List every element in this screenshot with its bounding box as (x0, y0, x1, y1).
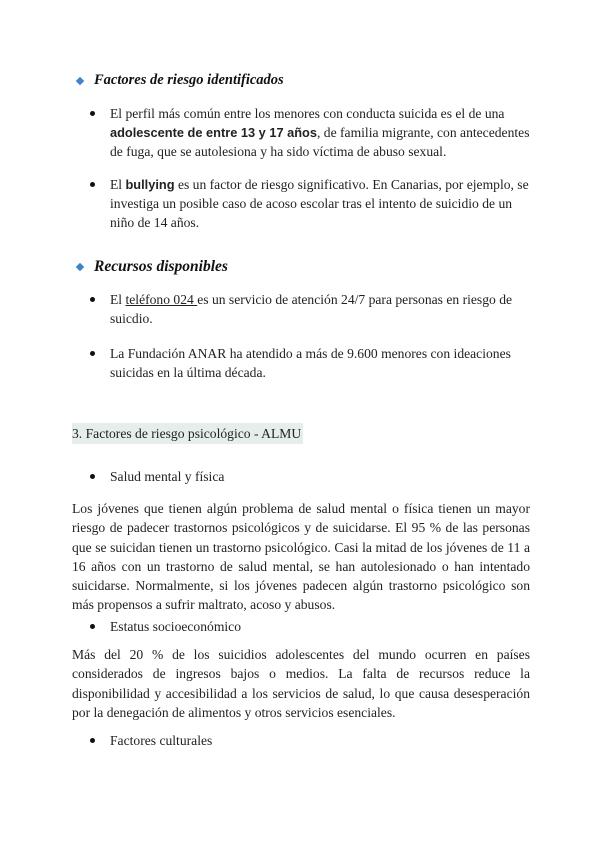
list-item-text: El perfil más común entre los menores con conducta suicida es el de una adolescente de entre 13 y 17 años, de familia migrante, con antecedentes de fuga, que se autolesiona y ha sido víctima de abuso sexual. (110, 106, 530, 159)
list-item-text: Estatus socioeconómico (110, 619, 241, 634)
list-item-text: Factores culturales (110, 733, 213, 748)
list-item-text: Salud mental y física (110, 469, 225, 484)
bullet-dot-icon (90, 297, 95, 302)
list-item (90, 731, 530, 750)
list-item-text: La Fundación ANAR ha atendido a más de 9.600 menores con ideaciones suicidas en la última década. (110, 346, 511, 380)
bullet-dot-icon (90, 624, 95, 629)
section-heading-psychological: 3. Factores de riesgo psicológico - ALMU (72, 423, 303, 444)
list-item (90, 344, 530, 382)
bullet-dot-icon (90, 182, 95, 187)
list-item (90, 104, 530, 161)
list-item (90, 617, 530, 636)
bullet-dot-icon (90, 111, 95, 116)
section-heading-resources (77, 258, 228, 276)
bullet-dot-icon (90, 474, 95, 479)
paragraph-mental-health: Los jóvenes que tienen algún problema de salud mental o física tienen un mayor riesgo de padecer trastornos psicológicos y de suicidarse. El 95 % de las personas que se suicidan tienen un trastorno psicológico. Casi la mitad de los jóvenes de 11 a 16 años con un trastorno de salud mental, se han autolesionado o han intentado suicidarse. Normalmente, si los jóvenes padecen algún trastorno psicológico son más propensos a sufrir maltrato, acoso y abusos. (72, 501, 530, 613)
phone-link[interactable]: teléfono 024 (125, 292, 198, 307)
bullet-dot-icon (90, 351, 95, 356)
list-item-text: El teléfono 024 es un servicio de atención 24/7 para personas en riesgo de suicdio. (110, 292, 513, 326)
list-item (90, 467, 530, 486)
diamond-bullet-icon (76, 263, 84, 271)
section-heading-risk-factors (77, 72, 284, 89)
section-heading-text: Recursos disponibles (94, 258, 228, 275)
section-heading-text: Factores de riesgo identificados (94, 72, 284, 88)
bullet-dot-icon (90, 738, 95, 743)
list-item-text: El bullying es un factor de riesgo significativo. En Canarias, por ejemplo, se investiga un posible caso de acoso escolar tras el intento de suicidio de un niño de 14 años. (110, 177, 529, 230)
list-item (90, 175, 530, 232)
list-item (90, 290, 530, 328)
paragraph-socioeconomic: Más del 20 % de los suicidios adolescentes del mundo ocurren en países considerados de ingresos bajos o medios. La falta de recursos reduce la disponibilidad y accesibilidad a los servicios de salud, lo que causa desesperación por la denegación de alimentos y otros servicios esenciales. (72, 647, 530, 720)
diamond-bullet-icon (76, 76, 84, 84)
